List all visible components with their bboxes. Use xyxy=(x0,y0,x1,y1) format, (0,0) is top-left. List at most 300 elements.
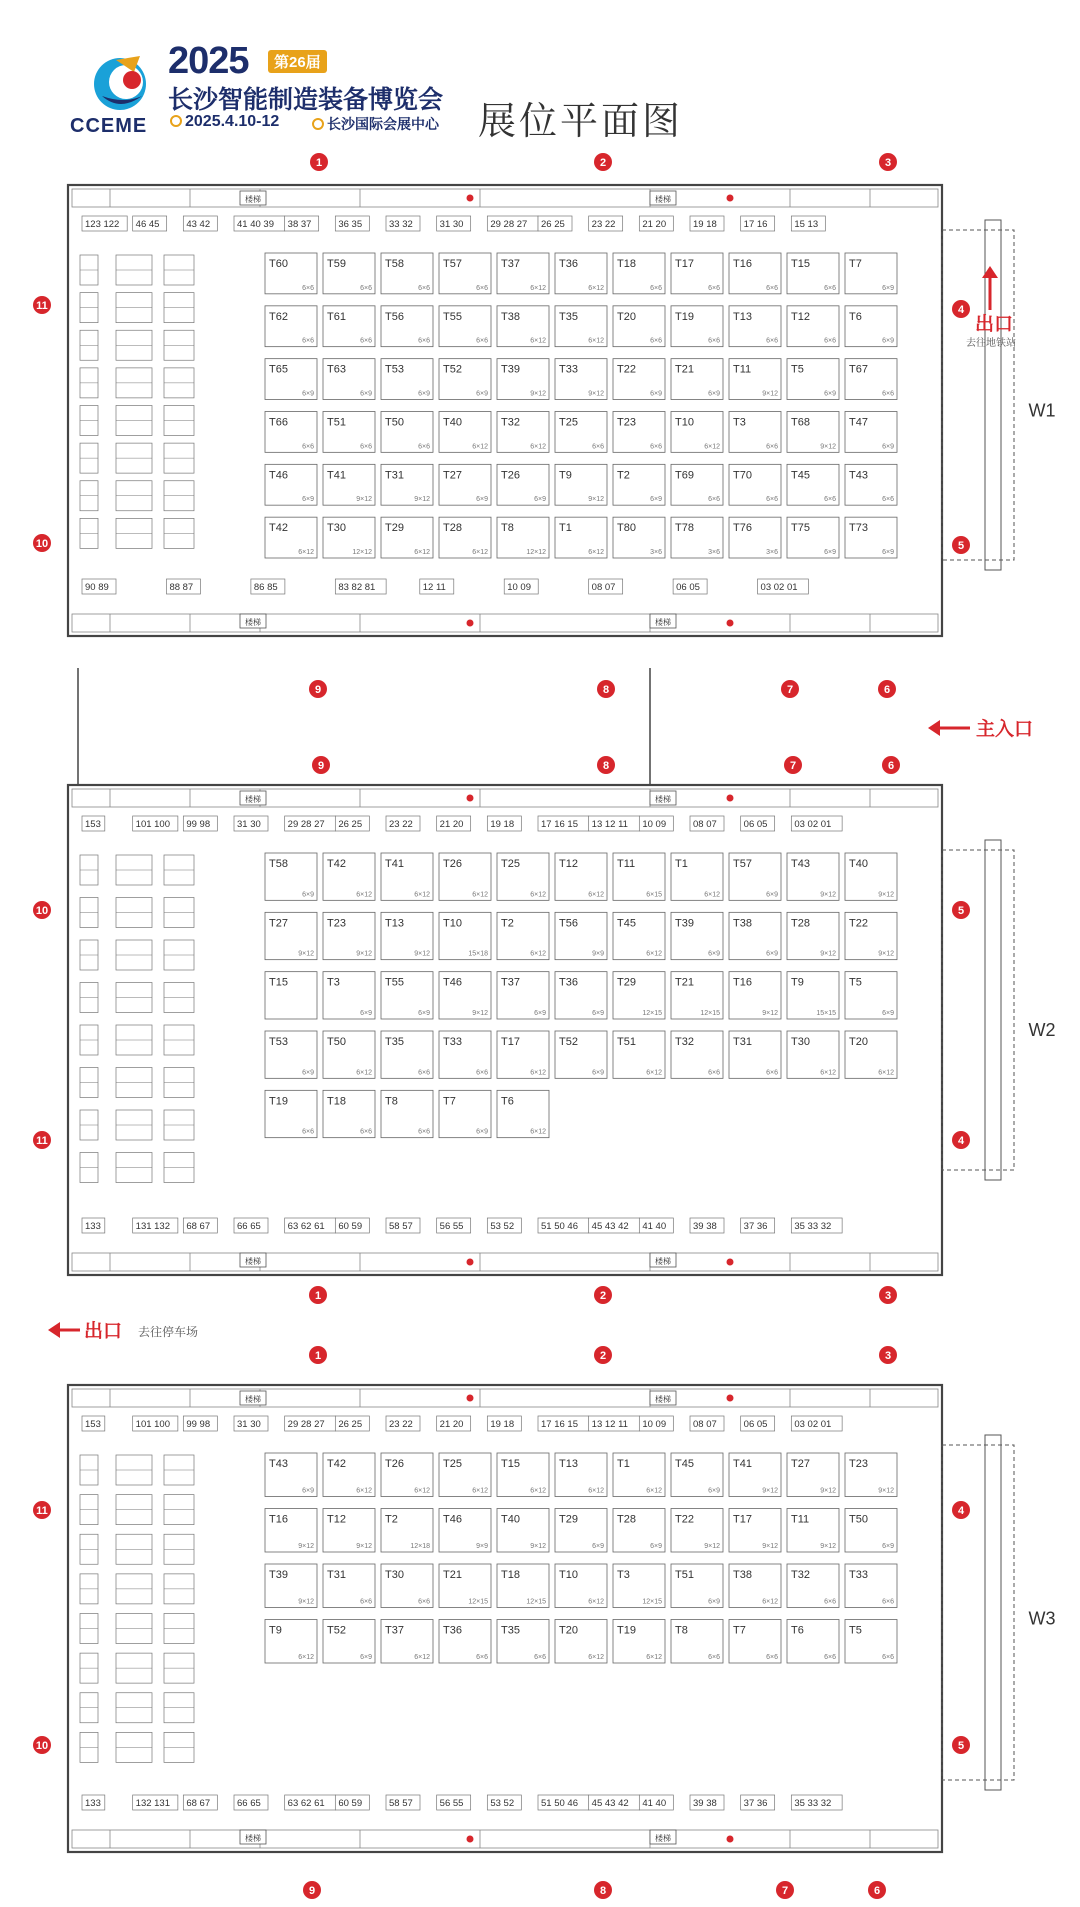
booth-id: T57 xyxy=(733,858,752,870)
booth-id: T21 xyxy=(675,363,694,376)
booth-id: T25 xyxy=(501,858,520,870)
booth-size: 6×6 xyxy=(418,1128,430,1136)
fire-point xyxy=(727,1836,734,1843)
booth-id: T51 xyxy=(327,416,346,429)
booth-id: T31 xyxy=(327,1569,346,1581)
booth-size: 9×12 xyxy=(298,1598,314,1606)
booth-size: 6×9 xyxy=(592,1010,604,1017)
booth-size: 6×9 xyxy=(708,950,720,958)
annex-corridor xyxy=(985,840,1001,1180)
stairs-label: 楼梯 xyxy=(655,1834,671,1843)
small-booth-number: 58 57 xyxy=(389,1221,413,1232)
booth-size: 6×6 xyxy=(882,1654,894,1661)
booth-id: T32 xyxy=(675,1036,694,1048)
booth-size: 9×12 xyxy=(298,950,314,958)
booth-id: T38 xyxy=(733,1569,752,1581)
booth-size: 6×12 xyxy=(588,284,604,292)
booth-id: T41 xyxy=(327,469,346,482)
small-booth-number: 06 05 xyxy=(743,1419,768,1430)
booth-size: 6×12 xyxy=(588,549,604,556)
booth-id: T40 xyxy=(849,858,868,870)
booth-id: T25 xyxy=(559,416,578,429)
booth-id: T67 xyxy=(849,363,868,376)
booth-id: T32 xyxy=(501,416,520,429)
booth-size: 6×6 xyxy=(708,284,720,292)
fire-point xyxy=(467,620,474,627)
exit-arrowhead-icon xyxy=(982,266,998,278)
booth-size: 6×9 xyxy=(534,1010,546,1017)
booth-size: 6×6 xyxy=(708,1654,720,1661)
booth-size: 15×18 xyxy=(468,950,488,958)
small-booth-number: 21 20 xyxy=(439,1419,464,1430)
small-booth-number: 26 25 xyxy=(338,819,363,830)
booth-size: 6×12 xyxy=(646,1069,662,1077)
booth-id: T39 xyxy=(675,917,694,930)
booth-id: T22 xyxy=(849,917,868,930)
booth-id: T37 xyxy=(501,258,520,270)
gate-number: 9 xyxy=(308,1885,316,1897)
booth-id: T10 xyxy=(443,917,462,930)
booth-id: T32 xyxy=(791,1569,810,1581)
small-booth-number: 41 40 xyxy=(642,1798,667,1809)
booth-id: T47 xyxy=(849,416,868,429)
booth-size: 9×12 xyxy=(762,390,778,398)
booth-size: 6×6 xyxy=(708,1069,720,1077)
booth-size: 6×6 xyxy=(824,1598,836,1606)
small-booth-number: 13 12 11 xyxy=(591,819,628,830)
booth-size: 6×6 xyxy=(418,443,430,451)
booth-id: T20 xyxy=(849,1036,868,1048)
booth-size: 6×6 xyxy=(360,337,372,345)
small-booth-number: 06 05 xyxy=(676,582,700,593)
booth-id: T56 xyxy=(385,310,404,323)
booth-size: 6×12 xyxy=(530,1487,546,1495)
small-booth-number: 131 132 xyxy=(135,1221,171,1232)
gate-number: 9 xyxy=(317,760,325,772)
dates-text: 2025.4.10-12 xyxy=(185,113,280,130)
small-booth-number: 60 59 xyxy=(338,1221,363,1232)
small-booth-number: 23 22 xyxy=(389,1419,413,1430)
exit-arrowhead-icon xyxy=(48,1322,60,1338)
small-booth-number: 21 20 xyxy=(642,219,667,230)
booth-size: 6×12 xyxy=(530,337,546,345)
fire-point xyxy=(727,195,734,202)
booth-size: 6×6 xyxy=(766,284,778,292)
gate-number: 1 xyxy=(315,157,323,169)
booth-size: 6×9 xyxy=(592,1069,604,1077)
small-booth-number: 10 09 xyxy=(642,1419,667,1430)
booth-id: T2 xyxy=(385,1513,398,1526)
fire-point xyxy=(727,620,734,627)
gate-number: 4 xyxy=(957,1505,965,1517)
service-strip xyxy=(72,189,938,207)
gate-number: 4 xyxy=(957,1135,965,1147)
booth-id: T38 xyxy=(501,310,520,323)
small-booth-number: 03 02 01 xyxy=(794,1419,832,1430)
fire-point xyxy=(467,1259,474,1266)
booth-size: 6×12 xyxy=(646,950,662,958)
booth-id: T70 xyxy=(733,469,752,482)
stairs-label: 楼梯 xyxy=(245,795,261,804)
booth-id: T65 xyxy=(269,363,288,376)
booth-size: 6×12 xyxy=(414,891,430,899)
small-booth-number: 35 33 32 xyxy=(794,1221,832,1232)
booth-id: T52 xyxy=(443,363,462,376)
booth-id: T15 xyxy=(791,258,810,270)
booth-id: T57 xyxy=(443,258,462,270)
booth-id: T42 xyxy=(327,858,346,870)
booth-id: T37 xyxy=(385,1624,404,1637)
booth-id: T18 xyxy=(501,1569,520,1581)
booth-size: 6×6 xyxy=(766,443,778,451)
hall-label: W3 xyxy=(1028,1608,1056,1629)
gate-number: 1 xyxy=(314,1290,322,1302)
booth-size: 6×9 xyxy=(418,1010,430,1017)
small-booth-number: 15 13 xyxy=(794,219,819,230)
booth-id: T73 xyxy=(849,522,868,535)
small-booth-number: 53 52 xyxy=(490,1798,515,1809)
gate-number: 11 xyxy=(36,300,48,312)
booth-size: 6×9 xyxy=(418,390,430,398)
booth-size: 6×9 xyxy=(882,1010,894,1017)
booth-id: T12 xyxy=(791,310,810,323)
booth-id: T17 xyxy=(675,258,694,270)
booth-size: 9×12 xyxy=(530,390,546,398)
small-booth-number: 29 28 27 xyxy=(287,1419,325,1430)
small-booth-number: 26 25 xyxy=(541,219,565,230)
booth-size: 6×6 xyxy=(766,337,778,345)
booth-size: 6×6 xyxy=(360,1598,372,1606)
gate-number: 6 xyxy=(883,684,891,696)
stairs-label: 楼梯 xyxy=(245,618,261,627)
booth-size: 6×9 xyxy=(882,284,894,292)
booth-size: 6×9 xyxy=(302,390,314,398)
booth-id: T20 xyxy=(617,310,636,323)
booth-size: 9×12 xyxy=(762,1010,778,1017)
parking-label: 去往停车场 xyxy=(138,1325,199,1339)
small-booth-number: 132 131 xyxy=(135,1798,171,1809)
booth-id: T17 xyxy=(501,1036,520,1048)
gate-number: 2 xyxy=(599,1290,607,1302)
booth-size: 6×6 xyxy=(708,496,720,504)
booth-id: T61 xyxy=(327,310,346,323)
booth-id: T27 xyxy=(791,1458,810,1470)
booth-id: T8 xyxy=(501,522,514,535)
stairs-label: 楼梯 xyxy=(245,1257,261,1266)
small-booth-number: 90 89 xyxy=(85,582,109,593)
booth-size: 9×12 xyxy=(762,1487,778,1495)
booth-size: 6×12 xyxy=(878,1069,894,1077)
booth-size: 6×6 xyxy=(476,1654,488,1661)
booth-id: T29 xyxy=(385,522,404,535)
booth-id: T5 xyxy=(791,363,804,376)
main-entrance-label: 主入口 xyxy=(976,719,1034,740)
booth-id: T16 xyxy=(733,976,752,989)
booth-id: T10 xyxy=(559,1569,578,1581)
booth-size: 6×6 xyxy=(766,1654,778,1661)
booth-size: 6×6 xyxy=(418,1598,430,1606)
small-booth-number: 19 18 xyxy=(693,219,717,230)
booth-id: T69 xyxy=(675,469,694,482)
booth-id: T36 xyxy=(559,976,578,989)
small-booth-number: 45 43 42 xyxy=(591,1798,629,1809)
booth-size: 6×12 xyxy=(820,1069,836,1077)
gate-number: 2 xyxy=(599,157,607,169)
booth-size: 9×12 xyxy=(356,496,372,504)
small-booth-number: 99 98 xyxy=(186,819,211,830)
small-booth-number: 38 37 xyxy=(287,219,312,230)
booth-size: 6×9 xyxy=(302,1069,314,1077)
booth-size: 6×12 xyxy=(414,1487,430,1495)
booth-size: 6×9 xyxy=(302,891,314,899)
booth-size: 12×15 xyxy=(468,1598,488,1606)
booth-id: T29 xyxy=(617,976,636,989)
gate-number: 5 xyxy=(957,540,965,552)
booth-size: 9×9 xyxy=(592,950,604,958)
gate-number: 8 xyxy=(602,684,610,696)
booth-size: 6×12 xyxy=(472,1487,488,1495)
small-booth-number: 08 07 xyxy=(591,582,616,593)
service-strip xyxy=(72,1389,938,1407)
small-booth-number: 68 67 xyxy=(186,1221,211,1232)
booth-size: 6×9 xyxy=(824,390,836,398)
booth-id: T46 xyxy=(269,469,288,482)
booth-size: 6×12 xyxy=(530,891,546,899)
booth-id: T38 xyxy=(733,917,752,930)
booth-id: T13 xyxy=(733,310,752,323)
small-booth-number: 08 07 xyxy=(693,1419,717,1430)
booth-id: T30 xyxy=(385,1569,404,1581)
booth-size: 9×12 xyxy=(414,496,430,504)
booth-size: 6×9 xyxy=(882,549,894,556)
booth-size: 6×6 xyxy=(650,443,662,451)
booth-size: 12×15 xyxy=(526,1598,546,1606)
booth-id: T40 xyxy=(501,1513,520,1526)
gate-number: 3 xyxy=(884,157,892,169)
booth-size: 6×9 xyxy=(708,1487,720,1495)
small-booth-number: 123 122 xyxy=(85,219,120,230)
stairs-label: 楼梯 xyxy=(655,1257,671,1266)
booth-size: 6×9 xyxy=(534,496,546,504)
small-booth-number: 63 62 61 xyxy=(287,1798,325,1809)
small-booth-number: 17 16 15 xyxy=(541,819,578,830)
booth-size: 6×9 xyxy=(824,549,836,556)
booth-size: 6×12 xyxy=(530,950,546,958)
booth-id: T45 xyxy=(675,1458,694,1470)
fire-point xyxy=(727,795,734,802)
booth-size: 6×9 xyxy=(882,1543,894,1550)
small-booth-number: 53 52 xyxy=(490,1221,515,1232)
small-booth-number: 153 xyxy=(85,1419,101,1430)
booth-id: T33 xyxy=(559,363,578,376)
booth-id: T27 xyxy=(269,917,288,930)
booth-id: T19 xyxy=(675,310,694,323)
brand-short: CCEME xyxy=(70,115,148,137)
booth-id: T15 xyxy=(269,976,288,989)
booth-size: 6×12 xyxy=(646,1654,662,1661)
booth-size: 6×12 xyxy=(356,1069,372,1077)
small-booth-number: 43 42 xyxy=(186,219,211,230)
booth-id: T33 xyxy=(849,1569,868,1581)
booth-id: T58 xyxy=(269,858,288,870)
booth-size: 6×12 xyxy=(356,891,372,899)
booth-size: 6×12 xyxy=(414,549,430,556)
booth-id: T8 xyxy=(385,1095,398,1108)
small-booth-number: 153 xyxy=(85,819,101,830)
booth-id: T27 xyxy=(443,469,462,482)
fire-point xyxy=(727,1395,734,1402)
booth-id: T7 xyxy=(849,258,862,270)
gate-number: 9 xyxy=(314,684,322,696)
small-booth-number: 88 87 xyxy=(169,582,194,593)
booth-size: 6×6 xyxy=(418,1069,430,1077)
booth-id: T42 xyxy=(327,1458,346,1470)
booth-id: T31 xyxy=(733,1036,752,1048)
booth-size: 6×6 xyxy=(650,337,662,345)
small-booth-number: 133 xyxy=(85,1798,101,1809)
booth-size: 6×12 xyxy=(356,1487,372,1495)
booth-size: 6×6 xyxy=(360,284,372,292)
small-booth-number: 101 100 xyxy=(135,1419,171,1430)
booth-id: T75 xyxy=(791,522,810,535)
booth-id: T7 xyxy=(443,1095,456,1108)
booth-size: 6×6 xyxy=(708,337,720,345)
booth-id: T16 xyxy=(269,1513,288,1526)
booth-size: 6×15 xyxy=(646,891,662,899)
booth-id: T63 xyxy=(327,363,346,376)
annex-corridor xyxy=(985,1435,1001,1790)
booth-id: T36 xyxy=(559,258,578,270)
fire-point xyxy=(467,1836,474,1843)
small-booth-number: 56 55 xyxy=(439,1221,464,1232)
booth-id: T46 xyxy=(443,976,462,989)
booth-id: T42 xyxy=(269,522,288,535)
booth-id: T28 xyxy=(443,522,462,535)
small-booth-number: 99 98 xyxy=(186,1419,211,1430)
booth-id: T12 xyxy=(327,1513,346,1526)
booth-size: 6×9 xyxy=(766,891,778,899)
booth-id: T16 xyxy=(733,258,752,270)
booth-size: 6×12 xyxy=(530,1069,546,1077)
booth-size: 9×9 xyxy=(476,1543,488,1550)
stairs-label: 楼梯 xyxy=(655,195,671,204)
small-booth-number: 60 59 xyxy=(338,1798,363,1809)
booth-size: 6×6 xyxy=(766,1069,778,1077)
small-booth-number: 66 65 xyxy=(237,1798,261,1809)
small-booth-number: 51 50 46 xyxy=(541,1221,578,1232)
booth-size: 6×9 xyxy=(882,337,894,345)
booth-id: T23 xyxy=(327,917,346,930)
small-booth-number: 26 25 xyxy=(338,1419,363,1430)
booth-id: T41 xyxy=(385,858,404,870)
gate-number: 5 xyxy=(957,1740,965,1752)
booth-id: T55 xyxy=(443,310,462,323)
small-booth-number: 23 22 xyxy=(389,819,413,830)
booth-size: 9×12 xyxy=(820,443,836,451)
booth-size: 6×9 xyxy=(708,1598,720,1606)
small-booth-number: 23 22 xyxy=(591,219,616,230)
booth-id: T20 xyxy=(559,1624,578,1637)
small-booth-number: 17 16 xyxy=(743,219,768,230)
booth-id: T12 xyxy=(559,858,578,870)
booth-id: T17 xyxy=(733,1513,752,1526)
booth-id: T22 xyxy=(675,1513,694,1526)
booth-size: 6×9 xyxy=(360,1010,372,1017)
stairs-label: 楼梯 xyxy=(655,618,671,627)
small-booth-number: 13 12 11 xyxy=(591,1419,628,1430)
booth-size: 9×12 xyxy=(820,950,836,958)
booth-id: T8 xyxy=(675,1624,688,1637)
booth-id: T46 xyxy=(443,1513,462,1526)
booth-id: T37 xyxy=(501,976,520,989)
booth-size: 6×12 xyxy=(530,443,546,451)
fire-point xyxy=(467,1395,474,1402)
booth-size: 6×12 xyxy=(704,891,720,899)
fire-point xyxy=(467,795,474,802)
booth-size: 9×12 xyxy=(820,1543,836,1550)
gate-number: 10 xyxy=(35,538,49,550)
small-booth-number: 08 07 xyxy=(693,819,717,830)
booth-id: T7 xyxy=(733,1624,746,1637)
booth-id: T39 xyxy=(501,363,520,376)
booth-id: T35 xyxy=(385,1036,404,1048)
booth-id: T2 xyxy=(617,469,630,482)
gate-number: 11 xyxy=(36,1505,48,1517)
booth-size: 9×12 xyxy=(530,1543,546,1550)
small-booth-number: 21 20 xyxy=(439,819,464,830)
small-booth-number: 39 38 xyxy=(693,1221,717,1232)
small-booth-number: 56 55 xyxy=(439,1798,464,1809)
fire-point xyxy=(727,1259,734,1266)
booth-size: 9×12 xyxy=(878,1487,894,1495)
booth-size: 6×12 xyxy=(472,549,488,556)
small-booth-number: 03 02 01 xyxy=(760,582,798,593)
booth-id: T36 xyxy=(443,1624,462,1637)
booth-id: T26 xyxy=(501,469,520,482)
booth-id: T35 xyxy=(559,310,578,323)
small-booth-number: 10 09 xyxy=(642,819,667,830)
gate-number: 7 xyxy=(789,760,797,772)
booth-size: 9×12 xyxy=(704,1543,720,1550)
booth-id: T68 xyxy=(791,416,810,429)
booth-id: T66 xyxy=(269,416,288,429)
booth-id: T50 xyxy=(385,416,404,429)
booth-id: T13 xyxy=(385,917,404,930)
booth-size: 6×6 xyxy=(302,284,314,292)
gate-number: 11 xyxy=(36,1135,48,1147)
brand-year: 2025 xyxy=(168,40,249,82)
booth-id: T11 xyxy=(791,1513,810,1526)
stairs-label: 楼梯 xyxy=(245,1395,261,1404)
booth-id: T43 xyxy=(269,1458,288,1470)
small-booth-number: 37 36 xyxy=(743,1798,768,1809)
booth-size: 3×6 xyxy=(650,549,662,556)
booth-id: T58 xyxy=(385,258,404,270)
booth-size: 6×6 xyxy=(824,284,836,292)
booth-id: T78 xyxy=(675,522,694,535)
booth-size: 6×12 xyxy=(646,1487,662,1495)
gate-number: 10 xyxy=(35,1740,49,1752)
small-booth-number: 41 40 xyxy=(642,1221,667,1232)
booth-id: T21 xyxy=(443,1569,462,1581)
booth-id: T51 xyxy=(617,1036,636,1048)
stairs-label: 楼梯 xyxy=(655,1395,671,1404)
booth-id: T53 xyxy=(385,363,404,376)
booth-id: T9 xyxy=(269,1624,282,1637)
small-booth-number: 06 05 xyxy=(743,819,768,830)
booth-size: 6×6 xyxy=(302,443,314,451)
booth-size: 6×6 xyxy=(766,496,778,504)
